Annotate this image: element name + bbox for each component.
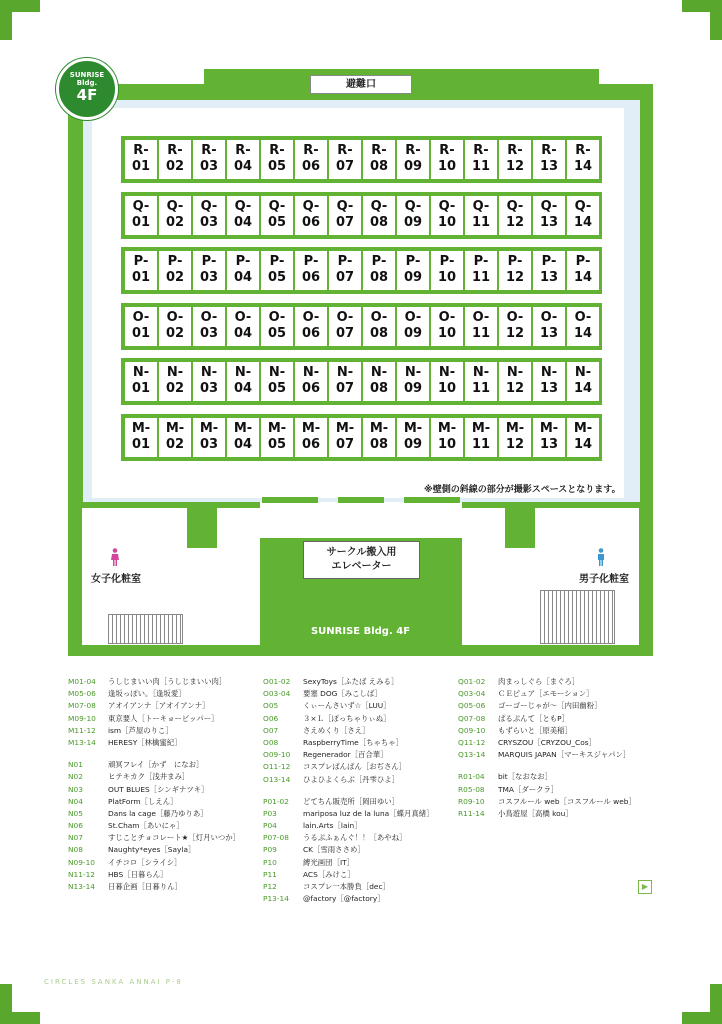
booth-cell: N- 09	[397, 362, 429, 401]
list-item	[68, 713, 240, 725]
booth-cell: R- 06	[295, 140, 327, 179]
booth-cell: R- 13	[533, 140, 565, 179]
booth-row-q	[121, 192, 602, 239]
space-code: N02	[68, 772, 83, 782]
booth-cell: N- 11	[465, 362, 497, 401]
space-code: Q01-02	[458, 677, 486, 686]
list-item	[68, 771, 240, 783]
list-item	[68, 881, 240, 893]
list-item	[458, 784, 636, 796]
booth-cell: R- 08	[363, 140, 395, 179]
wall-segment	[505, 508, 535, 548]
space-code: R11-14	[458, 808, 485, 818]
booth-cell: N- 06	[295, 362, 327, 401]
booth-cell: O- 13	[533, 307, 565, 346]
corner-top-left	[0, 0, 12, 40]
booth-cell: N- 13	[533, 362, 565, 401]
wall-segment	[338, 497, 384, 503]
space-code: M07-08	[68, 701, 96, 711]
booth-cell: R- 09	[397, 140, 429, 179]
circle-name: ＣＥピュア［エモーション］	[498, 689, 594, 699]
circle-name: ぱるぷんて［ともP］	[498, 713, 569, 723]
booth-cell: M- 07	[329, 418, 361, 457]
booth-cell: O- 10	[431, 307, 463, 346]
list-item	[263, 881, 434, 893]
booth-cell: P- 10	[431, 251, 463, 290]
space-code: M11-12	[68, 725, 96, 735]
space-code: O01-02	[263, 677, 291, 686]
booth-cell: R- 14	[567, 140, 599, 179]
space-code: P12	[263, 882, 277, 891]
list-item	[263, 820, 434, 832]
list-item	[68, 820, 240, 832]
circle-name: 頑冥フレイ［かず になお］	[108, 760, 204, 770]
booth-cell: M- 06	[295, 418, 327, 457]
booth-cell: O- 14	[567, 307, 599, 346]
circle-name: ひよひよくらぶ［丹雫ひよ］	[303, 774, 400, 784]
next-page-icon[interactable]: ▶	[638, 880, 652, 894]
circle-name: アオイアンナ［アオイアンナ］	[108, 701, 210, 711]
booth-cell: R- 05	[261, 140, 293, 179]
circle-name: ACS［みけこ］	[303, 869, 355, 879]
circle-name: コスフルール web［コスフルール web］	[498, 796, 636, 806]
booth-cell: N- 02	[159, 362, 191, 401]
booth-cell: Q- 09	[397, 196, 429, 235]
circle-name: Naughty*eyes［Sayla］	[108, 845, 196, 855]
list-item	[263, 761, 434, 773]
booth-cell: R- 07	[329, 140, 361, 179]
list-item	[263, 893, 434, 905]
space-code: P03	[263, 808, 277, 818]
circle-name: さえめくり［さえ］	[303, 725, 370, 735]
booth-cell: M- 05	[261, 418, 293, 457]
circle-name: MARQUIS JAPAN［マーキスジャパン］	[498, 750, 631, 760]
circle-name: CRYSZOU［CRYZOU_Cos］	[498, 737, 596, 747]
circle-name: 肉まっしぐら［まぐろ］	[498, 677, 580, 686]
list-gap	[263, 786, 434, 796]
space-code: Q05-06	[458, 701, 486, 711]
booth-cell: R- 10	[431, 140, 463, 179]
circle-name: CK［雪雨ささめ］	[303, 845, 365, 855]
circle-name: 小鳥遊屋［高橋 kou］	[498, 808, 573, 818]
circle-name: @factory［@factory］	[303, 894, 385, 904]
space-code: Q13-14	[458, 750, 486, 760]
space-code: O03-04	[263, 689, 291, 699]
circle-name: 日暮企画［日暮りん］	[108, 882, 182, 891]
booth-row-m	[121, 414, 602, 461]
circle-name: St.Cham［あいにゃ］	[108, 821, 184, 831]
booth-cell: N- 05	[261, 362, 293, 401]
elevator-line2: エレベーター	[331, 561, 392, 572]
booth-cell: M- 12	[499, 418, 531, 457]
men-restroom-icon	[597, 548, 605, 566]
list-item	[263, 832, 434, 844]
booth-cell: P- 01	[125, 251, 157, 290]
booth-cell: R- 01	[125, 140, 157, 179]
wall-segment	[262, 497, 318, 503]
circle-name: mariposa luz de la luna［蝶月真緒］	[303, 808, 434, 818]
booth-cell: Q- 01	[125, 196, 157, 235]
booth-cell: M- 02	[159, 418, 191, 457]
list-item	[263, 700, 434, 712]
booth-cell: P- 04	[227, 251, 259, 290]
booth-cell: Q- 03	[193, 196, 225, 235]
booth-cell: N- 04	[227, 362, 259, 401]
center-gap	[260, 502, 462, 538]
lower-right-room	[535, 508, 639, 548]
booth-cell: O- 08	[363, 307, 395, 346]
circle-name: OUT BLUES［シンギナツキ］	[108, 784, 209, 794]
circle-name: 逢坂っぽい。［逢坂愛］	[108, 689, 186, 699]
booth-cell: R- 02	[159, 140, 191, 179]
list-item	[458, 688, 636, 700]
booth-cell: O- 12	[499, 307, 531, 346]
list-item	[263, 774, 434, 786]
circle-name: SexyToys［ふたば えみる］	[303, 677, 399, 686]
space-code: P07-08	[263, 833, 289, 843]
circle-name: ism［芦屋のりこ］	[108, 725, 173, 735]
space-code: P04	[263, 821, 277, 831]
corner-bottom-right	[710, 984, 722, 1024]
booth-cell: O- 02	[159, 307, 191, 346]
page-footer: CIRCLES SANKA ANNAI P-8	[44, 978, 183, 986]
space-code: N04	[68, 796, 83, 806]
booth-cell: M- 08	[363, 418, 395, 457]
wall-segment	[187, 508, 217, 548]
booth-cell: P- 12	[499, 251, 531, 290]
list-gap	[68, 749, 240, 759]
booth-cell: N- 01	[125, 362, 157, 401]
booth-cell: M- 03	[193, 418, 225, 457]
booth-cell: O- 01	[125, 307, 157, 346]
space-code: N11-12	[68, 869, 96, 879]
booth-row-r	[121, 136, 602, 183]
space-code: N05	[68, 808, 83, 818]
list-item	[68, 844, 240, 856]
list-item	[68, 676, 240, 688]
booth-cell: Q- 14	[567, 196, 599, 235]
list-item	[68, 832, 240, 844]
booth-cell: M- 10	[431, 418, 463, 457]
booth-cell: R- 11	[465, 140, 497, 179]
booth-cell: M- 13	[533, 418, 565, 457]
space-code: Q07-08	[458, 713, 486, 723]
circle-name: ゴーゴーじゃが〜［内田幽粉］	[498, 701, 602, 711]
list-item	[68, 869, 240, 881]
right-corridor	[462, 508, 505, 590]
space-code: M05-06	[68, 689, 96, 699]
list-item	[68, 725, 240, 737]
booth-cell: N- 14	[567, 362, 599, 401]
list-item	[68, 857, 240, 869]
list-item	[263, 844, 434, 856]
list-item	[263, 796, 434, 808]
booth-cell: P- 07	[329, 251, 361, 290]
list-item	[68, 688, 240, 700]
circle-name: lain.Arts［lain］	[303, 821, 362, 831]
space-code: M01-04	[68, 677, 96, 686]
circle-name: HBS［日暮らん］	[108, 869, 168, 879]
space-code: R09-10	[458, 796, 485, 806]
list-item	[263, 688, 434, 700]
booth-cell: Q- 07	[329, 196, 361, 235]
circle-name: イチコロ［シライシ］	[108, 857, 182, 867]
booth-cell: P- 09	[397, 251, 429, 290]
lower-left-room	[82, 508, 187, 548]
list-item	[263, 725, 434, 737]
circle-list-column2	[263, 676, 434, 905]
booth-cell: Q- 12	[499, 196, 531, 235]
circle-name: すじことチョコレート★［灯月いつか］	[108, 833, 241, 843]
list-item	[458, 676, 636, 688]
booth-cell: R- 03	[193, 140, 225, 179]
list-item	[68, 737, 240, 749]
booth-cell: O- 07	[329, 307, 361, 346]
space-code: N06	[68, 821, 83, 831]
circle-name: RaspberryTime［ちゃちゃ］	[303, 737, 404, 747]
list-item	[458, 700, 636, 712]
list-item	[68, 784, 240, 796]
list-item	[68, 808, 240, 820]
booth-cell: N- 10	[431, 362, 463, 401]
space-code: N01	[68, 760, 83, 770]
circle-name: コスプレ一本勝負［dec］	[303, 882, 390, 891]
booth-cell: N- 03	[193, 362, 225, 401]
booth-cell: O- 06	[295, 307, 327, 346]
space-code: O13-14	[263, 774, 291, 784]
list-item	[458, 749, 636, 761]
space-code: N13-14	[68, 882, 96, 891]
list-item	[68, 700, 240, 712]
space-code: N07	[68, 833, 83, 843]
booth-cell: P- 03	[193, 251, 225, 290]
list-item	[458, 796, 636, 808]
circle-name: TMA［ダークラ］	[498, 784, 559, 794]
circle-name: Regenerador［百合華］	[303, 750, 388, 760]
space-code: O11-12	[263, 762, 291, 772]
space-code: O07	[263, 725, 279, 735]
space-code: O05	[263, 701, 279, 711]
emergency-exit-label: 避難口	[310, 75, 412, 94]
booth-cell: Q- 11	[465, 196, 497, 235]
left-corridor	[217, 508, 260, 590]
list-item	[263, 749, 434, 761]
circle-name: うるぷふぁんぐ！！［あやね］	[303, 833, 407, 843]
space-code: M13-14	[68, 737, 96, 747]
corner-top-right	[710, 0, 722, 40]
list-item	[458, 771, 636, 783]
circle-name: HERESY［林檎蜜紀］	[108, 737, 182, 747]
list-item	[458, 737, 636, 749]
space-code: M09-10	[68, 713, 96, 723]
elevator-line1: サークル搬入用	[326, 547, 397, 558]
booth-cell: P- 05	[261, 251, 293, 290]
space-code: Q03-04	[458, 689, 486, 699]
list-item	[458, 808, 636, 820]
circle-name: 要塞 DOG［みこしば］	[303, 689, 382, 699]
list-item	[68, 796, 240, 808]
list-item	[458, 713, 636, 725]
booth-cell: O- 09	[397, 307, 429, 346]
space-code: P11	[263, 869, 277, 879]
booth-cell: O- 05	[261, 307, 293, 346]
booth-cell: O- 03	[193, 307, 225, 346]
building-label: SUNRISE Bldg. 4F	[310, 626, 411, 637]
booth-cell: Q- 08	[363, 196, 395, 235]
circle-name: もずらいと［原美稲］	[498, 725, 572, 735]
space-code: O06	[263, 713, 279, 723]
circle-name: くぃーんさいず☆［LUU］	[303, 701, 391, 711]
circle-name: bit［なおなお］	[498, 772, 552, 782]
circle-list-column3	[458, 676, 636, 820]
booth-cell: P- 14	[567, 251, 599, 290]
booth-cell: M- 09	[397, 418, 429, 457]
booth-cell: N- 08	[363, 362, 395, 401]
booth-cell: P- 02	[159, 251, 191, 290]
booth-cell: M- 04	[227, 418, 259, 457]
space-code: P13-14	[263, 894, 289, 904]
women-restroom-label: 女子化粧室	[91, 574, 141, 585]
booth-cell: O- 04	[227, 307, 259, 346]
space-code: N03	[68, 784, 83, 794]
booth-cell: N- 12	[499, 362, 531, 401]
list-item	[263, 737, 434, 749]
booth-cell: Q- 10	[431, 196, 463, 235]
booth-row-o	[121, 303, 602, 350]
booth-cell: P- 08	[363, 251, 395, 290]
list-item	[263, 857, 434, 869]
space-code: P09	[263, 845, 277, 855]
booth-row-p	[121, 247, 602, 294]
circle-name: ３×Ｌ［ぽっちゃりぃぬ］	[303, 713, 391, 723]
space-code: O08	[263, 737, 279, 747]
booth-cell: M- 14	[567, 418, 599, 457]
circle-name: Dans la cage［藤乃ゆりあ］	[108, 808, 208, 818]
booth-cell: R- 04	[227, 140, 259, 179]
corner-bottom-left	[0, 984, 12, 1024]
booth-row-n	[121, 358, 602, 405]
booth-cell: P- 13	[533, 251, 565, 290]
men-restroom-label: 男子化粧室	[579, 574, 629, 585]
booth-cell: Q- 05	[261, 196, 293, 235]
list-gap	[458, 761, 636, 771]
circle-name: うしじまいい肉［うしじまいい肉］	[108, 677, 227, 686]
booth-cell: M- 01	[125, 418, 157, 457]
badge-line1: SUNRISE	[69, 71, 105, 79]
booth-cell: R- 12	[499, 140, 531, 179]
space-code: P10	[263, 857, 277, 867]
booth-cell: M- 11	[465, 418, 497, 457]
space-code: R05-08	[458, 784, 485, 794]
list-item	[263, 713, 434, 725]
list-item	[263, 869, 434, 881]
space-code: R01-04	[458, 772, 485, 782]
booth-cell: Q- 02	[159, 196, 191, 235]
booth-cell: Q- 06	[295, 196, 327, 235]
booth-cell: Q- 13	[533, 196, 565, 235]
booth-cell: Q- 04	[227, 196, 259, 235]
list-item	[263, 808, 434, 820]
space-code: N09-10	[68, 857, 96, 867]
circle-name: 東京要人［トーキョービッパー］	[108, 713, 219, 723]
circle-name: 縛光画団［IT］	[303, 857, 355, 867]
space-code: Q09-10	[458, 725, 486, 735]
booth-cell: O- 11	[465, 307, 497, 346]
circle-elevator-label	[303, 541, 420, 579]
circle-name: コスプレぱんぱん［おぢさん］	[303, 762, 407, 772]
circle-name: どてちん販売所［岡田ゆい］	[303, 796, 400, 806]
space-code: O09-10	[263, 750, 291, 760]
women-restroom-icon	[111, 548, 119, 566]
circle-name: ヒテキカク［浅井まみ］	[108, 772, 190, 782]
space-code: P01-02	[263, 796, 289, 806]
list-item	[263, 676, 434, 688]
booth-cell: P- 06	[295, 251, 327, 290]
badge-floor: 4F	[76, 86, 98, 104]
circle-name: PlatForm［しえん］	[108, 796, 178, 806]
space-code: N08	[68, 845, 83, 855]
booth-cell: N- 07	[329, 362, 361, 401]
floor-badge	[56, 58, 118, 120]
list-item	[68, 759, 240, 771]
circle-list-column1	[68, 676, 240, 893]
booth-cell: P- 11	[465, 251, 497, 290]
wall-segment	[404, 497, 460, 503]
space-code: Q11-12	[458, 737, 486, 747]
list-item	[458, 725, 636, 737]
badge-line2: Bldg.	[76, 79, 98, 87]
photo-space-note: ※壁側の斜線の部分が撮影スペースとなります。	[424, 485, 621, 495]
